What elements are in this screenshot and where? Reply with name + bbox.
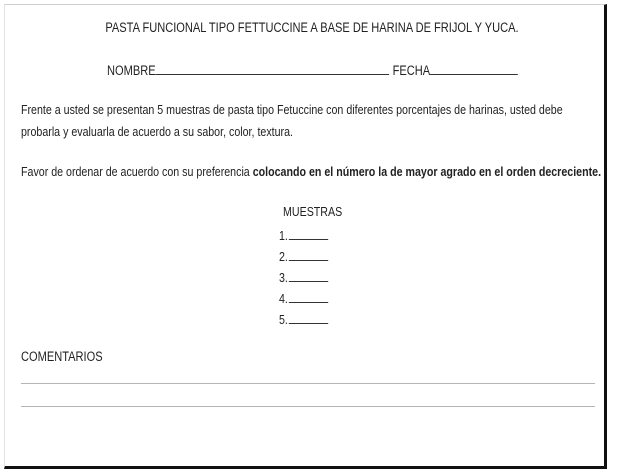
name-date-line-group [107,62,518,78]
instructions-paragraph [21,99,623,143]
sample-item [279,267,339,288]
name-blank-field[interactable] [156,62,390,75]
sample-number: 5. [279,312,288,327]
samples-heading-text: MUESTRAS [283,204,343,219]
sample-item [279,288,339,309]
form-title [0,20,623,35]
sample-number: 2. [279,249,288,264]
sample-blank-field[interactable] [289,289,328,303]
sample-blank-field[interactable] [289,268,328,282]
sample-item [279,225,339,246]
sample-number: 3. [279,270,288,285]
sample-blank-field[interactable] [289,247,328,261]
sample-item [279,309,339,330]
ordering-emphasis: colocando en el número la de mayor agrado en el orden decreciente. [252,164,602,179]
ordering-text [21,161,603,183]
sample-number: 1. [279,228,288,243]
comment-blank-line[interactable] [21,406,595,407]
sample-item [279,246,339,267]
sample-blank-field[interactable] [289,226,328,240]
form-title-text: PASTA FUNCIONAL TIPO FETTUCCINE A BASE DE HARINA DE FRIJOL Y YUCA. [104,20,519,35]
name-date-row [107,62,608,78]
comments-label-text: COMENTARIOS [21,349,103,364]
comments-label [21,349,121,364]
instructions-text: Frente a usted se presentan 5 muestras de pasta tipo Fetuccine con diferentes porcentajes de harinas, usted debe probarla y evaluarla de acuerdo a su sabor, color, textura. [21,102,563,139]
ordering-paragraph [21,161,623,183]
ordering-prefix: Favor de ordenar de acuerdo con su preferencia [21,164,253,179]
date-label: FECHA [392,63,431,78]
sample-blank-field[interactable] [289,310,328,324]
samples-heading [283,204,355,219]
samples-list [279,225,339,330]
sample-number: 4. [279,291,288,306]
date-blank-field[interactable] [430,62,518,75]
name-label: NOMBRE [107,63,156,78]
comment-blank-line[interactable] [21,383,595,384]
